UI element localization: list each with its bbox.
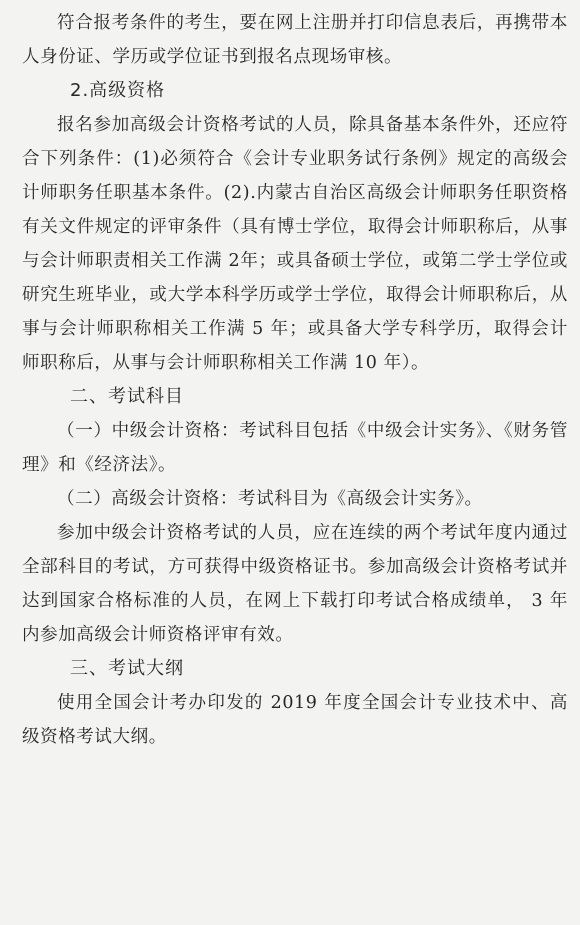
intermediate-subjects-label: （一）中级会计资格： [57,421,240,441]
intermediate-subjects-item [22,414,568,482]
registration-paragraph: 符合报考条件的考生，要在网上注册并打印信息表后，再携带本人身份证、学历或学位证书到报名点现场审核。 [22,13,568,67]
intermediate-subjects-text: 考试科目包括《中级会计实务》、《财务管理》和《经济法》。 [22,421,569,475]
senior-qualification-paragraph: 报名参加高级会计资格考试的人员，除具备基本条件外，还应符合下列条件：(1)必须符合《会计专业职务试行条例》规定的高级会计师职务任职基本条件。(2).内蒙古自治区高级会计师职务任职资格有关文件规定的评审条件（具有博士学位，取得会计师职称后，从事与会计师职责相关工作满 2年；或具备硕士学位，或第二学士学位或研究生班毕业，或大学本科学历或学士学位，取得会计师职称后，从事与会计师职称相关工作满 5 年；或具备大学专科学历，取得会计师职称后，从事与会计师职称相关工作满 10 年）。 [22,115,568,373]
senior-subjects-label: （二）高级会计资格： [57,489,238,509]
syllabus-paragraph: 使用全国会计考办印发的 2019 年度全国会计专业技术中、高级资格考试大纲。 [22,693,568,747]
exam-subjects-heading: 二、考试科目 [70,386,184,407]
exam-syllabus-heading: 三、考试大纲 [70,658,184,679]
senior-subjects-item [22,482,568,516]
senior-qualification-heading: 2.高级资格 [70,80,166,101]
certificate-paragraph: 参加中级会计资格考试的人员，应在连续的两个考试年度内通过全部科目的考试，方可获得中级资格证书。参加高级会计资格考试并达到国家合格标准的人员，在网上下载打印考试合格成绩单， 3 年内参加高级会计师资格评审有效。 [22,523,568,645]
senior-subjects-text: 考试科目为《高级会计实务》。 [238,489,483,509]
